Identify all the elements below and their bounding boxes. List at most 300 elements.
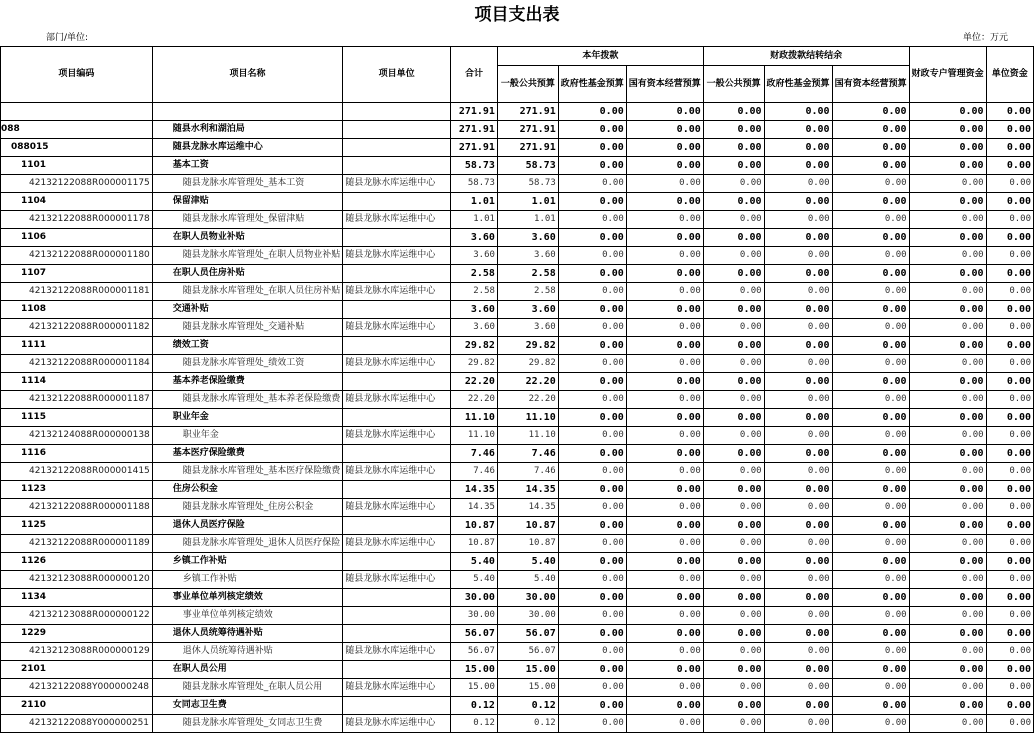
cell-value[interactable]: 0.00	[909, 121, 986, 139]
cell-value[interactable]: 0.00	[909, 355, 986, 373]
cell-value[interactable]: 0.00	[703, 409, 764, 427]
cell-value[interactable]: 0.12	[497, 715, 558, 733]
cell-value[interactable]: 0.00	[558, 337, 626, 355]
cell-value[interactable]: 0.00	[626, 373, 703, 391]
cell-code[interactable]: 42132122088R000001180	[1, 247, 153, 265]
cell-value[interactable]: 0.00	[986, 373, 1033, 391]
cell-value[interactable]: 15.00	[497, 661, 558, 679]
cell-value[interactable]: 0.00	[764, 661, 832, 679]
cell-value[interactable]: 0.00	[909, 337, 986, 355]
cell-value[interactable]: 29.82	[497, 337, 558, 355]
cell-code[interactable]: 1104	[1, 193, 153, 211]
cell-value[interactable]: 0.00	[703, 427, 764, 445]
cell-value[interactable]: 0.00	[832, 157, 909, 175]
cell-value[interactable]: 15.00	[451, 661, 498, 679]
cell-name[interactable]: 随县龙脉水库管理处_绩效工资	[152, 355, 343, 373]
cell-value[interactable]: 0.00	[764, 499, 832, 517]
cell-value[interactable]: 0.00	[764, 283, 832, 301]
cell-value[interactable]: 14.35	[497, 499, 558, 517]
cell-value[interactable]: 0.00	[764, 355, 832, 373]
cell-value[interactable]: 0.00	[626, 319, 703, 337]
cell-value[interactable]: 0.00	[558, 535, 626, 553]
cell-value[interactable]: 0.00	[986, 553, 1033, 571]
cell-value[interactable]: 11.10	[451, 409, 498, 427]
cell-value[interactable]: 7.46	[451, 463, 498, 481]
cell-value[interactable]: 0.00	[909, 427, 986, 445]
cell-value[interactable]: 0.00	[986, 121, 1033, 139]
cell-value[interactable]: 0.00	[703, 661, 764, 679]
cell-value[interactable]: 0.00	[703, 175, 764, 193]
cell-value[interactable]: 0.00	[832, 265, 909, 283]
cell-name[interactable]: 职业年金	[152, 409, 343, 427]
cell-code[interactable]: 42132123088R000000129	[1, 643, 153, 661]
cell-value[interactable]: 5.40	[451, 571, 498, 589]
cell-value[interactable]: 0.00	[986, 535, 1033, 553]
cell-value[interactable]: 271.91	[451, 121, 498, 139]
cell-value[interactable]: 0.00	[832, 535, 909, 553]
cell-value[interactable]: 0.00	[764, 139, 832, 157]
cell-value[interactable]: 0.00	[909, 229, 986, 247]
cell-value[interactable]: 0.00	[626, 391, 703, 409]
cell-value[interactable]: 0.00	[558, 625, 626, 643]
cell-value[interactable]: 0.00	[986, 679, 1033, 697]
cell-value[interactable]: 0.00	[986, 193, 1033, 211]
cell-value[interactable]: 0.00	[558, 247, 626, 265]
cell-value[interactable]: 0.00	[986, 229, 1033, 247]
cell-value[interactable]: 0.00	[626, 211, 703, 229]
cell-value[interactable]: 0.00	[764, 571, 832, 589]
cell-code[interactable]: 1116	[1, 445, 153, 463]
cell-value[interactable]: 0.00	[986, 175, 1033, 193]
cell-name[interactable]: 随县龙脉水库运维中心	[152, 139, 343, 157]
cell-value[interactable]: 0.00	[626, 697, 703, 715]
cell-value[interactable]: 0.00	[986, 337, 1033, 355]
cell-name[interactable]: 绩效工资	[152, 337, 343, 355]
cell-value[interactable]: 0.00	[909, 715, 986, 733]
cell-value[interactable]: 0.00	[832, 121, 909, 139]
cell-value[interactable]: 0.00	[986, 301, 1033, 319]
cell-unit[interactable]: 随县龙脉水库运维中心	[343, 211, 451, 229]
cell-value[interactable]: 0.00	[703, 589, 764, 607]
cell-unit[interactable]: 随县龙脉水库运维中心	[343, 175, 451, 193]
cell-value[interactable]: 0.00	[703, 715, 764, 733]
cell-value[interactable]: 0.00	[764, 193, 832, 211]
cell-value[interactable]: 0.00	[986, 139, 1033, 157]
cell-value[interactable]: 271.91	[451, 103, 498, 121]
cell-value[interactable]: 0.00	[832, 301, 909, 319]
cell-value[interactable]: 0.00	[558, 121, 626, 139]
cell-value[interactable]: 0.00	[832, 445, 909, 463]
cell-unit[interactable]: 随县龙脉水库运维中心	[343, 679, 451, 697]
cell-value[interactable]: 0.00	[832, 427, 909, 445]
cell-value[interactable]: 0.00	[626, 679, 703, 697]
cell-value[interactable]: 0.00	[703, 157, 764, 175]
cell-value[interactable]: 0.00	[832, 319, 909, 337]
cell-code[interactable]: 1111	[1, 337, 153, 355]
cell-name[interactable]: 在职人员住房补贴	[152, 265, 343, 283]
cell-code[interactable]: 2101	[1, 661, 153, 679]
cell-code[interactable]: 42132122088Y000000248	[1, 679, 153, 697]
cell-value[interactable]: 0.00	[764, 607, 832, 625]
cell-value[interactable]: 0.00	[626, 481, 703, 499]
cell-value[interactable]: 0.00	[832, 661, 909, 679]
cell-unit[interactable]	[343, 607, 451, 625]
cell-value[interactable]: 0.00	[832, 553, 909, 571]
cell-value[interactable]: 0.00	[832, 139, 909, 157]
cell-value[interactable]: 0.00	[986, 355, 1033, 373]
cell-value[interactable]: 0.00	[764, 463, 832, 481]
cell-value[interactable]: 0.00	[626, 409, 703, 427]
cell-value[interactable]: 0.12	[451, 715, 498, 733]
cell-value[interactable]: 0.00	[909, 607, 986, 625]
cell-value[interactable]: 0.00	[703, 247, 764, 265]
cell-value[interactable]: 0.00	[626, 121, 703, 139]
cell-value[interactable]: 0.00	[832, 355, 909, 373]
cell-value[interactable]: 0.00	[558, 679, 626, 697]
cell-value[interactable]: 0.00	[832, 571, 909, 589]
cell-value[interactable]: 2.58	[451, 283, 498, 301]
cell-value[interactable]: 30.00	[497, 607, 558, 625]
cell-value[interactable]: 0.00	[703, 373, 764, 391]
cell-value[interactable]: 0.00	[986, 499, 1033, 517]
cell-name[interactable]: 随县水利和湖泊局	[152, 121, 343, 139]
cell-unit[interactable]	[343, 553, 451, 571]
cell-value[interactable]: 0.00	[626, 175, 703, 193]
cell-value[interactable]: 5.40	[497, 571, 558, 589]
cell-value[interactable]: 0.00	[986, 571, 1033, 589]
cell-value[interactable]: 15.00	[451, 679, 498, 697]
cell-code[interactable]: 1108	[1, 301, 153, 319]
cell-value[interactable]: 0.00	[986, 247, 1033, 265]
cell-value[interactable]: 0.00	[832, 517, 909, 535]
cell-name[interactable]: 基本工资	[152, 157, 343, 175]
cell-name[interactable]: 随县龙脉水库管理处_基本医疗保险缴费	[152, 463, 343, 481]
cell-value[interactable]: 10.87	[497, 535, 558, 553]
cell-value[interactable]: 0.00	[832, 679, 909, 697]
cell-name[interactable]: 女同志卫生费	[152, 697, 343, 715]
cell-unit[interactable]: 随县龙脉水库运维中心	[343, 391, 451, 409]
cell-value[interactable]: 0.00	[832, 463, 909, 481]
cell-value[interactable]: 0.00	[703, 283, 764, 301]
cell-value[interactable]: 0.00	[558, 319, 626, 337]
cell-name[interactable]: 随县龙脉水库管理处_在职人员公用	[152, 679, 343, 697]
cell-code[interactable]: 1101	[1, 157, 153, 175]
cell-value[interactable]: 0.00	[764, 625, 832, 643]
cell-value[interactable]: 0.00	[703, 265, 764, 283]
cell-value[interactable]: 0.00	[909, 193, 986, 211]
cell-value[interactable]: 0.00	[764, 265, 832, 283]
cell-value[interactable]: 0.00	[909, 445, 986, 463]
cell-value[interactable]: 0.00	[558, 283, 626, 301]
cell-name[interactable]: 事业单位单列核定绩效	[152, 607, 343, 625]
cell-code[interactable]: 088	[1, 121, 153, 139]
cell-value[interactable]: 10.87	[497, 517, 558, 535]
cell-value[interactable]: 5.40	[451, 553, 498, 571]
cell-value[interactable]: 0.00	[558, 427, 626, 445]
cell-value[interactable]: 0.00	[909, 643, 986, 661]
cell-unit[interactable]: 随县龙脉水库运维中心	[343, 463, 451, 481]
cell-value[interactable]: 0.12	[497, 697, 558, 715]
cell-value[interactable]: 58.73	[451, 175, 498, 193]
cell-value[interactable]: 0.00	[986, 445, 1033, 463]
cell-name[interactable]: 在职人员物业补贴	[152, 229, 343, 247]
cell-value[interactable]: 14.35	[451, 481, 498, 499]
cell-value[interactable]: 0.00	[703, 211, 764, 229]
cell-name[interactable]: 职业年金	[152, 427, 343, 445]
cell-value[interactable]: 0.00	[909, 535, 986, 553]
cell-unit[interactable]: 随县龙脉水库运维中心	[343, 643, 451, 661]
cell-value[interactable]: 0.00	[909, 463, 986, 481]
cell-value[interactable]: 0.00	[832, 643, 909, 661]
cell-value[interactable]: 7.46	[497, 463, 558, 481]
cell-value[interactable]: 0.00	[909, 283, 986, 301]
cell-value[interactable]: 0.00	[764, 517, 832, 535]
cell-value[interactable]: 29.82	[451, 337, 498, 355]
cell-value[interactable]: 56.07	[451, 625, 498, 643]
cell-unit[interactable]	[343, 517, 451, 535]
cell-value[interactable]: 0.00	[558, 643, 626, 661]
cell-value[interactable]: 0.00	[764, 121, 832, 139]
cell-name[interactable]: 住房公积金	[152, 481, 343, 499]
cell-value[interactable]: 1.01	[497, 211, 558, 229]
cell-code[interactable]: 42132122088R000001182	[1, 319, 153, 337]
cell-value[interactable]: 0.00	[764, 535, 832, 553]
cell-value[interactable]: 0.00	[909, 661, 986, 679]
cell-value[interactable]: 14.35	[497, 481, 558, 499]
cell-value[interactable]: 0.00	[986, 625, 1033, 643]
cell-value[interactable]: 0.00	[764, 229, 832, 247]
cell-value[interactable]: 0.00	[764, 175, 832, 193]
cell-code[interactable]: 1123	[1, 481, 153, 499]
cell-name[interactable]: 事业单位单列核定绩效	[152, 589, 343, 607]
cell-value[interactable]: 0.00	[832, 697, 909, 715]
cell-value[interactable]: 3.60	[497, 319, 558, 337]
cell-value[interactable]: 10.87	[451, 535, 498, 553]
cell-value[interactable]: 271.91	[497, 139, 558, 157]
cell-name[interactable]: 基本养老保险缴费	[152, 373, 343, 391]
cell-value[interactable]: 0.00	[626, 265, 703, 283]
cell-value[interactable]: 0.00	[909, 697, 986, 715]
cell-value[interactable]: 0.00	[909, 391, 986, 409]
cell-value[interactable]: 0.00	[986, 481, 1033, 499]
cell-value[interactable]: 0.00	[764, 427, 832, 445]
cell-code[interactable]: 42132122088R000001189	[1, 535, 153, 553]
cell-code[interactable]: 42132122088Y000000251	[1, 715, 153, 733]
cell-code[interactable]: 1229	[1, 625, 153, 643]
cell-value[interactable]: 0.00	[986, 409, 1033, 427]
cell-value[interactable]: 0.00	[626, 661, 703, 679]
cell-value[interactable]: 0.00	[703, 391, 764, 409]
cell-value[interactable]: 0.00	[986, 283, 1033, 301]
cell-unit[interactable]: 随县龙脉水库运维中心	[343, 355, 451, 373]
cell-value[interactable]: 0.00	[703, 121, 764, 139]
cell-value[interactable]: 0.00	[558, 589, 626, 607]
cell-value[interactable]: 0.00	[986, 103, 1033, 121]
cell-code[interactable]: 1115	[1, 409, 153, 427]
cell-value[interactable]: 29.82	[451, 355, 498, 373]
cell-unit[interactable]	[343, 373, 451, 391]
cell-unit[interactable]: 随县龙脉水库运维中心	[343, 571, 451, 589]
cell-value[interactable]: 0.00	[832, 193, 909, 211]
cell-value[interactable]: 10.87	[451, 517, 498, 535]
cell-unit[interactable]: 随县龙脉水库运维中心	[343, 535, 451, 553]
cell-value[interactable]: 0.00	[558, 715, 626, 733]
cell-value[interactable]: 0.00	[832, 607, 909, 625]
cell-value[interactable]: 2.58	[497, 283, 558, 301]
cell-unit[interactable]	[343, 229, 451, 247]
cell-unit[interactable]	[343, 121, 451, 139]
cell-value[interactable]: 56.07	[497, 625, 558, 643]
cell-name[interactable]	[152, 103, 343, 121]
cell-value[interactable]: 0.00	[832, 625, 909, 643]
cell-value[interactable]: 0.00	[832, 409, 909, 427]
cell-unit[interactable]	[343, 661, 451, 679]
cell-value[interactable]: 0.00	[986, 157, 1033, 175]
cell-value[interactable]: 0.00	[626, 301, 703, 319]
cell-value[interactable]: 0.00	[832, 391, 909, 409]
cell-value[interactable]: 0.00	[626, 193, 703, 211]
cell-name[interactable]: 随县龙脉水库管理处_住房公积金	[152, 499, 343, 517]
cell-value[interactable]: 0.00	[558, 661, 626, 679]
cell-value[interactable]: 0.00	[832, 103, 909, 121]
cell-value[interactable]: 0.00	[558, 517, 626, 535]
cell-value[interactable]: 0.00	[558, 409, 626, 427]
cell-value[interactable]: 0.00	[558, 445, 626, 463]
cell-value[interactable]: 56.07	[497, 643, 558, 661]
cell-unit[interactable]	[343, 481, 451, 499]
cell-name[interactable]: 随县龙脉水库管理处_基本工资	[152, 175, 343, 193]
cell-value[interactable]: 0.00	[764, 103, 832, 121]
cell-value[interactable]: 0.00	[909, 679, 986, 697]
cell-unit[interactable]: 随县龙脉水库运维中心	[343, 499, 451, 517]
cell-value[interactable]: 0.00	[764, 391, 832, 409]
cell-value[interactable]: 0.00	[764, 301, 832, 319]
cell-unit[interactable]	[343, 193, 451, 211]
cell-unit[interactable]: 随县龙脉水库运维中心	[343, 319, 451, 337]
cell-value[interactable]: 0.00	[832, 337, 909, 355]
cell-value[interactable]: 0.00	[558, 499, 626, 517]
cell-value[interactable]: 0.00	[764, 481, 832, 499]
cell-code[interactable]: 2110	[1, 697, 153, 715]
cell-value[interactable]: 0.00	[764, 697, 832, 715]
cell-value[interactable]: 0.00	[703, 535, 764, 553]
cell-value[interactable]: 271.91	[497, 103, 558, 121]
cell-value[interactable]: 0.00	[626, 247, 703, 265]
cell-code[interactable]: 42132122088R000001415	[1, 463, 153, 481]
cell-value[interactable]: 3.60	[451, 319, 498, 337]
cell-value[interactable]: 58.73	[497, 157, 558, 175]
cell-value[interactable]: 1.01	[451, 211, 498, 229]
cell-value[interactable]: 0.00	[986, 319, 1033, 337]
cell-value[interactable]: 2.58	[497, 265, 558, 283]
cell-value[interactable]: 0.00	[832, 229, 909, 247]
cell-value[interactable]: 0.00	[703, 517, 764, 535]
cell-value[interactable]: 3.60	[451, 229, 498, 247]
cell-value[interactable]: 0.00	[986, 697, 1033, 715]
cell-value[interactable]: 0.00	[626, 157, 703, 175]
cell-value[interactable]: 0.00	[909, 211, 986, 229]
cell-value[interactable]: 30.00	[497, 589, 558, 607]
cell-code[interactable]	[1, 103, 153, 121]
cell-code[interactable]: 088015	[1, 139, 153, 157]
cell-name[interactable]: 在职人员公用	[152, 661, 343, 679]
cell-code[interactable]: 42132122088R000001178	[1, 211, 153, 229]
cell-value[interactable]: 0.00	[626, 445, 703, 463]
cell-unit[interactable]	[343, 157, 451, 175]
cell-value[interactable]: 0.00	[558, 373, 626, 391]
cell-unit[interactable]: 随县龙脉水库运维中心	[343, 283, 451, 301]
cell-value[interactable]: 0.00	[626, 589, 703, 607]
cell-value[interactable]: 0.00	[986, 661, 1033, 679]
cell-value[interactable]: 0.00	[626, 643, 703, 661]
cell-value[interactable]: 0.00	[764, 157, 832, 175]
cell-value[interactable]: 0.00	[764, 553, 832, 571]
cell-unit[interactable]	[343, 697, 451, 715]
cell-value[interactable]: 0.00	[703, 229, 764, 247]
cell-name[interactable]: 随县龙脉水库管理处_在职人员住房补贴	[152, 283, 343, 301]
cell-value[interactable]: 0.00	[764, 337, 832, 355]
cell-value[interactable]: 0.00	[703, 499, 764, 517]
cell-value[interactable]: 56.07	[451, 643, 498, 661]
cell-unit[interactable]	[343, 139, 451, 157]
cell-value[interactable]: 22.20	[451, 373, 498, 391]
cell-value[interactable]: 0.00	[558, 301, 626, 319]
cell-value[interactable]: 0.00	[558, 463, 626, 481]
cell-value[interactable]: 0.00	[703, 607, 764, 625]
cell-value[interactable]: 0.00	[558, 571, 626, 589]
cell-value[interactable]: 0.00	[703, 445, 764, 463]
cell-value[interactable]: 0.00	[832, 211, 909, 229]
cell-value[interactable]: 0.00	[832, 481, 909, 499]
cell-value[interactable]: 0.00	[909, 175, 986, 193]
cell-name[interactable]: 随县龙脉水库管理处_保留津贴	[152, 211, 343, 229]
cell-code[interactable]: 1106	[1, 229, 153, 247]
cell-value[interactable]: 0.00	[986, 715, 1033, 733]
cell-value[interactable]: 0.00	[558, 103, 626, 121]
cell-name[interactable]: 乡镇工作补贴	[152, 571, 343, 589]
cell-code[interactable]: 1107	[1, 265, 153, 283]
cell-value[interactable]: 3.60	[497, 247, 558, 265]
cell-value[interactable]: 0.00	[764, 643, 832, 661]
cell-value[interactable]: 0.00	[626, 283, 703, 301]
cell-value[interactable]: 11.10	[497, 409, 558, 427]
cell-name[interactable]: 随县龙脉水库管理处_退休人员医疗保险	[152, 535, 343, 553]
cell-unit[interactable]	[343, 337, 451, 355]
cell-value[interactable]: 0.00	[703, 301, 764, 319]
cell-value[interactable]: 0.00	[909, 625, 986, 643]
cell-value[interactable]: 0.00	[703, 571, 764, 589]
cell-value[interactable]: 0.00	[626, 535, 703, 553]
cell-value[interactable]: 271.91	[451, 139, 498, 157]
cell-code[interactable]: 42132122088R000001184	[1, 355, 153, 373]
cell-value[interactable]: 2.58	[451, 265, 498, 283]
cell-value[interactable]: 0.00	[986, 517, 1033, 535]
cell-value[interactable]: 0.00	[558, 265, 626, 283]
cell-value[interactable]: 0.00	[764, 445, 832, 463]
cell-name[interactable]: 乡镇工作补贴	[152, 553, 343, 571]
cell-unit[interactable]	[343, 301, 451, 319]
cell-value[interactable]: 0.00	[832, 499, 909, 517]
cell-value[interactable]: 58.73	[497, 175, 558, 193]
cell-unit[interactable]: 随县龙脉水库运维中心	[343, 247, 451, 265]
cell-value[interactable]: 0.00	[764, 211, 832, 229]
cell-value[interactable]: 0.00	[626, 625, 703, 643]
cell-value[interactable]: 0.00	[626, 103, 703, 121]
cell-unit[interactable]	[343, 589, 451, 607]
cell-name[interactable]: 退休人员医疗保险	[152, 517, 343, 535]
cell-unit[interactable]	[343, 625, 451, 643]
cell-value[interactable]: 0.00	[703, 697, 764, 715]
